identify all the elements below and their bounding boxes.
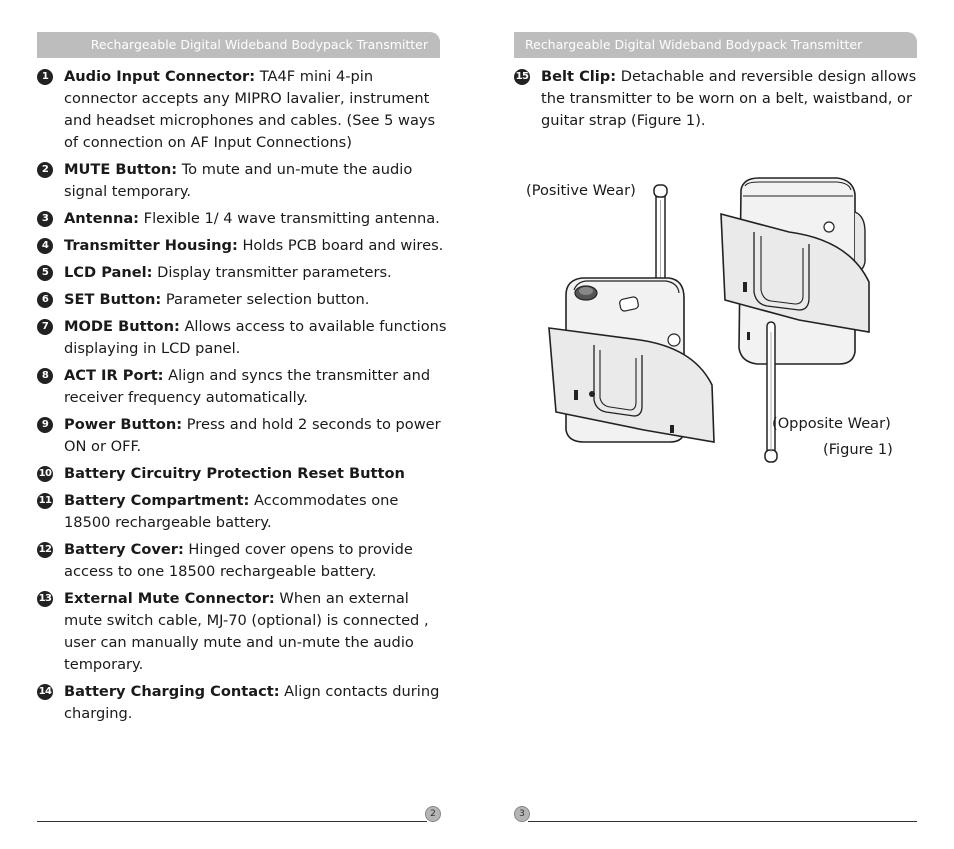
item-description: When an external mute switch cable, MJ-70 (optional) is connected , user can manually mute and un-mute the audio temporary. [64, 590, 429, 673]
item-number-badge: 4 [37, 238, 53, 254]
item-number-badge: 14 [37, 684, 53, 700]
left-footer-line [37, 821, 427, 822]
opposite-wear-label: (Opposite Wear) [772, 415, 891, 432]
item-term: Battery Charging Contact: [64, 683, 280, 700]
item-number-badge: 8 [37, 368, 53, 384]
item-number-badge: 12 [37, 542, 53, 558]
positive-wear-label: (Positive Wear) [526, 182, 636, 199]
left-page-number: 2 [425, 806, 441, 822]
item-term: Battery Cover: [64, 541, 184, 558]
feature-item [37, 208, 447, 230]
item-description: TA4F mini 4-pin connector accepts any MIPRO lavalier, instrument and headset microphones and cables. (See 5 ways of connection on AF Input Connections) [64, 68, 436, 151]
item-term: Antenna: [64, 210, 140, 227]
feature-item [37, 289, 447, 311]
item-description: Flexible 1/ 4 wave transmitting antenna. [139, 210, 440, 227]
feature-item [37, 235, 447, 257]
item-term: External Mute Connector: [64, 590, 275, 607]
item-description: Detachable and reversible design allows the transmitter to be worn on a belt, waistband, or guitar strap (Figure 1). [541, 68, 917, 129]
item-description: Display transmitter parameters. [152, 264, 392, 281]
item-term: Belt Clip: [541, 68, 617, 85]
item-number-badge: 13 [37, 591, 53, 607]
figure-caption: (Figure 1) [823, 441, 893, 458]
item-description: To mute and un-mute the audio signal temporary. [64, 161, 413, 200]
item-description: Align contacts during charging. [64, 683, 440, 722]
item-number-badge: 9 [37, 417, 53, 433]
feature-item [37, 588, 447, 676]
left-page [37, 0, 447, 849]
item-term: SET Button: [64, 291, 162, 308]
left-header-title: Rechargeable Digital Wideband Bodypack Transmitter [90, 37, 428, 52]
item-number-badge: 2 [37, 162, 53, 178]
item-term: MUTE Button: [64, 161, 178, 178]
item-number-badge: 6 [37, 292, 53, 308]
right-page-number: 3 [514, 806, 530, 822]
feature-item [37, 159, 447, 203]
item-number-badge: 10 [37, 466, 53, 482]
feature-item [514, 66, 924, 132]
item-description: Align and syncs the transmitter and receiver frequency automatically. [64, 367, 431, 406]
item-number-badge: 1 [37, 69, 53, 85]
item-description: Press and hold 2 seconds to power ON or OFF. [64, 416, 441, 455]
item-description: Hinged cover opens to provide access to one 18500 rechargeable battery. [64, 541, 413, 580]
right-footer-line [528, 821, 917, 822]
feature-item [37, 316, 447, 360]
left-feature-list [37, 66, 447, 730]
item-number-badge: 3 [37, 211, 53, 227]
item-number-badge: 5 [37, 265, 53, 281]
feature-item [37, 414, 447, 458]
item-description: Parameter selection button. [161, 291, 370, 308]
item-term: Transmitter Housing: [64, 237, 238, 254]
item-term: ACT IR Port: [64, 367, 164, 384]
right-feature-list [514, 66, 924, 137]
item-number-badge: 7 [37, 319, 53, 335]
item-term: Battery Circuitry Protection Reset Button [64, 465, 405, 482]
item-description: Allows access to available functions displaying in LCD panel. [64, 318, 447, 357]
left-header-bar [37, 32, 440, 58]
feature-item [37, 365, 447, 409]
item-term: MODE Button: [64, 318, 180, 335]
item-term: Power Button: [64, 416, 183, 433]
feature-item [37, 66, 447, 154]
right-header-title: Rechargeable Digital Wideband Bodypack Transmitter [525, 37, 863, 52]
positive-wear-illustration [544, 180, 734, 455]
feature-item [37, 490, 447, 534]
item-term: Audio Input Connector: [64, 68, 256, 85]
feature-item [37, 262, 447, 284]
right-header-bar [514, 32, 917, 58]
item-term: Battery Compartment: [64, 492, 250, 509]
right-page [514, 0, 917, 849]
item-number-badge: 15 [514, 69, 530, 85]
item-description: Accommodates one 18500 rechargeable battery. [64, 492, 399, 531]
feature-item [37, 539, 447, 583]
item-number-badge: 11 [37, 493, 53, 509]
item-description: Holds PCB board and wires. [237, 237, 444, 254]
item-term: LCD Panel: [64, 264, 153, 281]
feature-item [37, 681, 447, 725]
feature-item [37, 463, 447, 485]
